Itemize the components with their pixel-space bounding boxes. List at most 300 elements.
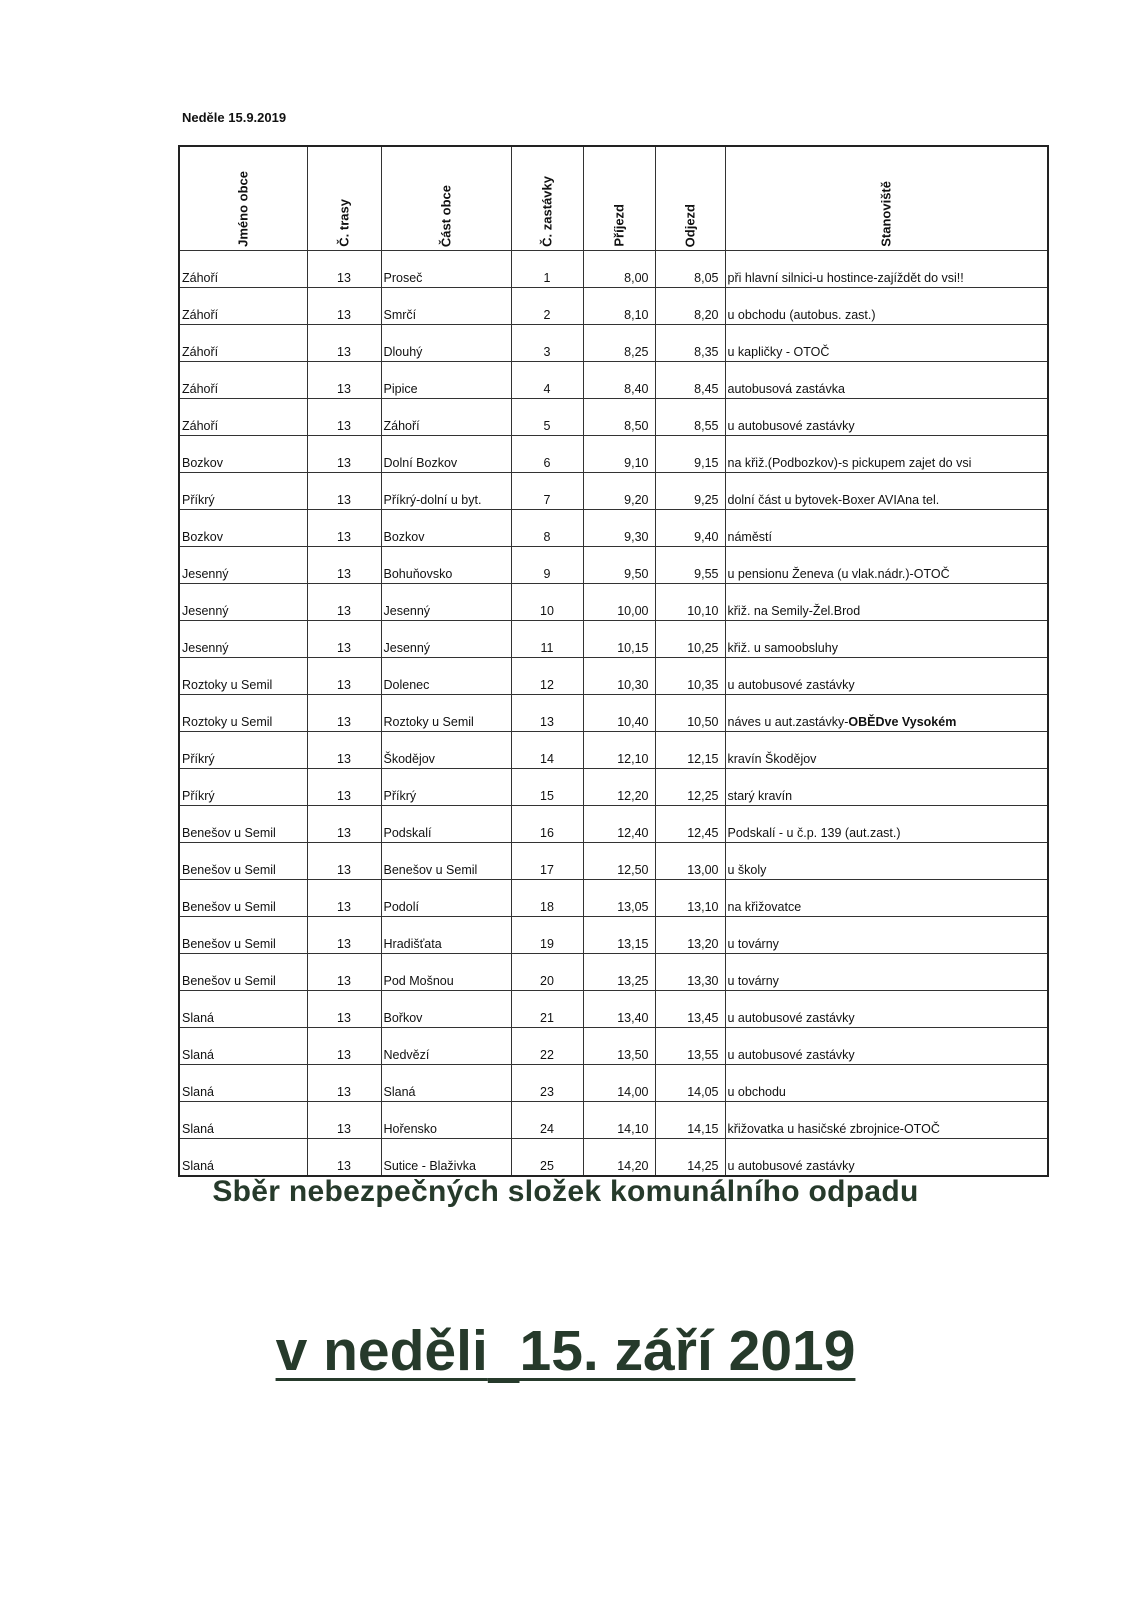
cell-text: Jesenný <box>383 641 431 655</box>
departure-cell <box>655 584 725 621</box>
cell-text: Příkrý <box>182 789 215 803</box>
municipality-cell <box>179 954 307 991</box>
cell-text: Roztoky u Semil <box>182 678 273 692</box>
cell-text: 13 <box>337 382 351 396</box>
cell-text: Benešov u Semil <box>182 863 276 877</box>
municipality-cell <box>179 695 307 732</box>
cell-text: Dlouhý <box>383 345 423 359</box>
district-cell <box>381 399 511 436</box>
cell-text: Benešov u Semil <box>182 974 276 988</box>
cell-text: Hradišťata <box>383 937 442 951</box>
cell-text: náves u aut.zastávky- <box>727 715 849 729</box>
cell-text: 10,50 <box>687 715 719 729</box>
cell-text: 14,15 <box>687 1122 719 1136</box>
district-cell <box>381 954 511 991</box>
municipality-cell <box>179 1065 307 1102</box>
cell-text: Jesenný <box>383 604 431 618</box>
table-row <box>179 436 1048 473</box>
cell-text: 13 <box>337 419 351 433</box>
route-cell <box>307 621 381 658</box>
departure-cell <box>655 1102 725 1139</box>
stop-number-cell <box>511 880 583 917</box>
cell-text: Podskalí <box>383 826 432 840</box>
cell-text: 12,50 <box>617 863 649 877</box>
cell-text: u továrny <box>727 937 779 951</box>
cell-text: Benešov u Semil <box>182 826 276 840</box>
stop-number-cell <box>511 1065 583 1102</box>
table-row <box>179 288 1048 325</box>
departure-cell <box>655 695 725 732</box>
arrival-cell <box>583 621 655 658</box>
stop-number-cell <box>511 325 583 362</box>
location-cell <box>725 917 1048 954</box>
stop-number-cell <box>511 288 583 325</box>
district-cell <box>381 362 511 399</box>
departure-cell <box>655 658 725 695</box>
cell-text: 9,40 <box>694 530 719 544</box>
table-row <box>179 362 1048 399</box>
cell-text: 8,25 <box>624 345 649 359</box>
stop-number-cell <box>511 695 583 732</box>
location-cell <box>725 325 1048 362</box>
cell-text: Příkrý <box>182 493 215 507</box>
municipality-cell <box>179 1028 307 1065</box>
route-cell <box>307 399 381 436</box>
cell-text: 9 <box>543 567 551 581</box>
cell-text: 12,20 <box>617 789 649 803</box>
cell-text: 13 <box>337 271 351 285</box>
cell-text: 22 <box>540 1048 554 1062</box>
cell-text: u autobusové zastávky <box>727 678 855 692</box>
cell-text: 12,40 <box>617 826 649 840</box>
table-row <box>179 695 1048 732</box>
arrival-cell <box>583 473 655 510</box>
cell-text: 14,25 <box>687 1159 719 1173</box>
cell-text: 9,20 <box>624 493 649 507</box>
table-row <box>179 732 1048 769</box>
column-header: Č. trasy <box>307 146 381 251</box>
municipality-cell <box>179 732 307 769</box>
table-row <box>179 325 1048 362</box>
route-cell <box>307 917 381 954</box>
departure-cell <box>655 1139 725 1177</box>
cell-text: u pensionu Ženeva (u vlak.nádr.)-OTOČ <box>727 567 950 581</box>
departure-cell <box>655 362 725 399</box>
cell-text: 9,25 <box>694 493 719 507</box>
cell-text: 9,10 <box>624 456 649 470</box>
cell-text: 12,10 <box>617 752 649 766</box>
cell-text: 8,05 <box>694 271 719 285</box>
table-row <box>179 1065 1048 1102</box>
table-row <box>179 880 1048 917</box>
cell-text: 13 <box>337 567 351 581</box>
cell-text: 13,50 <box>617 1048 649 1062</box>
district-cell <box>381 991 511 1028</box>
cell-text: 8,45 <box>694 382 719 396</box>
municipality-cell <box>179 362 307 399</box>
cell-text: 14,10 <box>617 1122 649 1136</box>
location-cell <box>725 251 1048 288</box>
district-cell <box>381 806 511 843</box>
cell-text: Jesenný <box>182 604 229 618</box>
arrival-cell <box>583 658 655 695</box>
departure-cell <box>655 769 725 806</box>
departure-cell <box>655 843 725 880</box>
district-cell <box>381 658 511 695</box>
departure-cell <box>655 399 725 436</box>
cell-text: 18 <box>540 900 554 914</box>
cell-text: Příkrý <box>182 752 215 766</box>
departure-cell <box>655 1065 725 1102</box>
route-cell <box>307 695 381 732</box>
route-cell <box>307 1065 381 1102</box>
cell-text: 13 <box>337 900 351 914</box>
cell-text: 10,00 <box>617 604 649 618</box>
arrival-cell <box>583 954 655 991</box>
cell-text: Nedvězí <box>383 1048 430 1062</box>
location-cell <box>725 954 1048 991</box>
cell-text: Hořensko <box>383 1122 437 1136</box>
route-cell <box>307 991 381 1028</box>
table-row <box>179 991 1048 1028</box>
cell-text: 13 <box>337 715 351 729</box>
table-row <box>179 1028 1048 1065</box>
stop-number-cell <box>511 621 583 658</box>
cell-text: 9,15 <box>694 456 719 470</box>
cell-text: náměstí <box>727 530 772 544</box>
cell-text: Záhoří <box>182 308 219 322</box>
cell-text: 13 <box>337 678 351 692</box>
district-cell <box>381 769 511 806</box>
arrival-cell <box>583 547 655 584</box>
location-cell <box>725 436 1048 473</box>
location-cell <box>725 399 1048 436</box>
arrival-cell <box>583 991 655 1028</box>
cell-text: u obchodu <box>727 1085 786 1099</box>
cell-text: Bozkov <box>182 530 223 544</box>
cell-text: Benešov u Semil <box>182 937 276 951</box>
cell-text: 14,20 <box>617 1159 649 1173</box>
arrival-cell <box>583 436 655 473</box>
departure-cell <box>655 621 725 658</box>
cell-text: u autobusové zastávky <box>727 1011 855 1025</box>
cell-text: na křiž.(Podbozkov)-s pickupem zajet do vsi <box>727 456 972 470</box>
district-cell <box>381 695 511 732</box>
location-cell <box>725 695 1048 732</box>
cell-text: Slaná <box>182 1085 214 1099</box>
cell-text: 13 <box>337 974 351 988</box>
cell-text: 8,40 <box>624 382 649 396</box>
arrival-cell <box>583 806 655 843</box>
cell-text: Pod Mošnou <box>383 974 454 988</box>
cell-text: Podolí <box>383 900 419 914</box>
cell-text: Benešov u Semil <box>182 900 276 914</box>
cell-text: 10 <box>540 604 554 618</box>
route-cell <box>307 954 381 991</box>
cell-text: 13 <box>337 863 351 877</box>
district-cell <box>381 880 511 917</box>
departure-cell <box>655 991 725 1028</box>
cell-text: 10,30 <box>617 678 649 692</box>
departure-cell <box>655 806 725 843</box>
municipality-cell <box>179 880 307 917</box>
cell-text: 13,30 <box>687 974 719 988</box>
cell-text: 13 <box>337 789 351 803</box>
cell-text: 25 <box>540 1159 554 1173</box>
cell-text: Bozkov <box>383 530 425 544</box>
table-row <box>179 843 1048 880</box>
route-cell <box>307 325 381 362</box>
table-row <box>179 917 1048 954</box>
column-header: Jméno obce <box>179 146 307 251</box>
route-cell <box>307 1139 381 1177</box>
cell-text: 11 <box>540 641 554 655</box>
table-row <box>179 584 1048 621</box>
cell-text: u kapličky - OTOČ <box>727 345 830 359</box>
cell-text: 14,00 <box>617 1085 649 1099</box>
route-cell <box>307 473 381 510</box>
table-row <box>179 806 1048 843</box>
municipality-cell <box>179 547 307 584</box>
location-cell <box>725 769 1048 806</box>
location-cell <box>725 658 1048 695</box>
cell-text: Škodějov <box>383 752 435 766</box>
stop-number-cell <box>511 991 583 1028</box>
collection-schedule-table <box>178 145 1049 1177</box>
cell-text: 13 <box>337 1048 351 1062</box>
column-header: Část obce <box>381 146 511 251</box>
column-header: Příjezd <box>583 146 655 251</box>
cell-text: u autobusové zastávky <box>727 1048 855 1062</box>
cell-text: 12,15 <box>687 752 719 766</box>
cell-text: 8,20 <box>694 308 719 322</box>
cell-text: Sutice - Blaživka <box>383 1159 476 1173</box>
table-row <box>179 769 1048 806</box>
stop-number-cell <box>511 843 583 880</box>
cell-text: Slaná <box>182 1011 214 1025</box>
location-cell <box>725 584 1048 621</box>
cell-text: 2 <box>543 308 551 322</box>
cell-text: Roztoky u Semil <box>182 715 273 729</box>
cell-text: 13 <box>337 1159 351 1173</box>
cell-text: 13 <box>337 530 351 544</box>
cell-text: Dolenec <box>383 678 430 692</box>
location-cell <box>725 806 1048 843</box>
stop-number-cell <box>511 954 583 991</box>
cell-text: Bozkov <box>182 456 223 470</box>
municipality-cell <box>179 288 307 325</box>
location-cell <box>725 991 1048 1028</box>
stop-number-cell <box>511 1139 583 1177</box>
cell-text: u autobusové zastávky <box>727 1159 855 1173</box>
cell-text: Záhoří <box>383 419 420 433</box>
cell-text: Slaná <box>182 1048 214 1062</box>
stop-number-cell <box>511 399 583 436</box>
district-cell <box>381 843 511 880</box>
municipality-cell <box>179 658 307 695</box>
cell-text: kravín Škodějov <box>727 752 817 766</box>
cell-text: u továrny <box>727 974 779 988</box>
stop-number-cell <box>511 473 583 510</box>
cell-text: 10,15 <box>617 641 649 655</box>
cell-text: Jesenný <box>182 641 229 655</box>
table-row <box>179 399 1048 436</box>
cell-text: 13 <box>337 826 351 840</box>
municipality-cell <box>179 436 307 473</box>
location-cell <box>725 473 1048 510</box>
district-cell <box>381 917 511 954</box>
route-cell <box>307 436 381 473</box>
cell-text: 9,30 <box>624 530 649 544</box>
stop-number-cell <box>511 732 583 769</box>
cell-text: Záhoří <box>182 271 219 285</box>
municipality-cell <box>179 917 307 954</box>
location-cell <box>725 362 1048 399</box>
cell-text: 17 <box>540 863 554 877</box>
arrival-cell <box>583 288 655 325</box>
municipality-cell <box>179 584 307 621</box>
municipality-cell <box>179 1139 307 1177</box>
route-cell <box>307 584 381 621</box>
cell-text: na křižovatce <box>727 900 802 914</box>
stop-number-cell <box>511 584 583 621</box>
district-cell <box>381 1139 511 1177</box>
cell-text: 5 <box>543 419 551 433</box>
route-cell <box>307 362 381 399</box>
cell-text: 14 <box>540 752 554 766</box>
district-cell <box>381 732 511 769</box>
stop-number-cell <box>511 251 583 288</box>
cell-text: Dolní Bozkov <box>383 456 458 470</box>
district-cell <box>381 473 511 510</box>
departure-cell <box>655 510 725 547</box>
cell-text: Slaná <box>182 1159 214 1173</box>
date-spacer <box>488 1319 520 1383</box>
route-cell <box>307 658 381 695</box>
district-cell <box>381 547 511 584</box>
municipality-cell <box>179 806 307 843</box>
stop-number-cell <box>511 547 583 584</box>
departure-cell <box>655 473 725 510</box>
location-cell <box>725 1102 1048 1139</box>
stop-number-cell <box>511 806 583 843</box>
municipality-cell <box>179 769 307 806</box>
cell-text: 10,40 <box>617 715 649 729</box>
municipality-cell <box>179 473 307 510</box>
cell-text: 13,25 <box>617 974 649 988</box>
cell-text: 16 <box>540 826 554 840</box>
cell-text: Záhoří <box>182 382 219 396</box>
collection-heading: Sběr nebezpečných složek komunálního odpadu <box>212 1175 919 1208</box>
departure-cell <box>655 547 725 584</box>
cell-text: 13,20 <box>687 937 719 951</box>
cell-text: 20 <box>540 974 554 988</box>
location-cell <box>725 1139 1048 1177</box>
cell-text: 8,50 <box>624 419 649 433</box>
cell-text: 9,50 <box>624 567 649 581</box>
district-cell <box>381 621 511 658</box>
cell-text: starý kravín <box>727 789 793 803</box>
cell-text: 14,05 <box>687 1085 719 1099</box>
arrival-cell <box>583 251 655 288</box>
collection-date-day: v neděli <box>275 1319 488 1383</box>
arrival-cell <box>583 769 655 806</box>
table-row <box>179 473 1048 510</box>
cell-text: 13 <box>337 937 351 951</box>
departure-cell <box>655 251 725 288</box>
cell-text: Roztoky u Semil <box>383 715 474 729</box>
cell-text: Podskalí - u č.p. 139 (aut.zast.) <box>727 826 901 840</box>
cell-text: 13,15 <box>617 937 649 951</box>
cell-text: 8,00 <box>624 271 649 285</box>
stop-number-cell <box>511 658 583 695</box>
district-cell <box>381 1028 511 1065</box>
cell-text: 13,40 <box>617 1011 649 1025</box>
cell-text: 13 <box>337 604 351 618</box>
departure-cell <box>655 436 725 473</box>
departure-cell <box>655 954 725 991</box>
route-cell <box>307 510 381 547</box>
arrival-cell <box>583 1028 655 1065</box>
cell-text: 12 <box>540 678 554 692</box>
district-cell <box>381 1065 511 1102</box>
table-row <box>179 251 1048 288</box>
cell-text: 8,10 <box>624 308 649 322</box>
municipality-cell <box>179 1102 307 1139</box>
cell-text: 10,35 <box>687 678 719 692</box>
location-cell <box>725 880 1048 917</box>
table-row <box>179 547 1048 584</box>
cell-text: 23 <box>540 1085 554 1099</box>
route-cell <box>307 1102 381 1139</box>
cell-text: 13,10 <box>687 900 719 914</box>
arrival-cell <box>583 1102 655 1139</box>
cell-text: 13,05 <box>617 900 649 914</box>
municipality-cell <box>179 843 307 880</box>
stop-number-cell <box>511 1102 583 1139</box>
departure-cell <box>655 732 725 769</box>
arrival-cell <box>583 880 655 917</box>
arrival-cell <box>583 843 655 880</box>
cell-text: 6 <box>543 456 551 470</box>
route-cell <box>307 251 381 288</box>
cell-text: 13 <box>337 752 351 766</box>
cell-text: 13 <box>337 345 351 359</box>
arrival-cell <box>583 1065 655 1102</box>
cell-text: při hlavní silnici-u hostince-zajíždět do vsi!! <box>727 271 964 285</box>
cell-text: Jesenný <box>182 567 229 581</box>
departure-cell <box>655 917 725 954</box>
column-header: Odjezd <box>655 146 725 251</box>
collection-date-value: 15. září 2019 <box>519 1319 856 1383</box>
departure-cell <box>655 288 725 325</box>
cell-text: 15 <box>540 789 554 803</box>
arrival-cell <box>583 399 655 436</box>
cell-text: 9,55 <box>694 567 719 581</box>
cell-text: 13 <box>337 1122 351 1136</box>
route-cell <box>307 880 381 917</box>
cell-text: Bohuňovsko <box>383 567 453 581</box>
table-row <box>179 1139 1048 1177</box>
cell-text: 24 <box>540 1122 554 1136</box>
cell-text: Bořkov <box>383 1011 423 1025</box>
cell-text: 13 <box>337 1011 351 1025</box>
municipality-cell <box>179 251 307 288</box>
municipality-cell <box>179 399 307 436</box>
cell-text: u autobusové zastávky <box>727 419 855 433</box>
cell-text: Benešov u Semil <box>383 863 478 877</box>
district-cell <box>381 325 511 362</box>
